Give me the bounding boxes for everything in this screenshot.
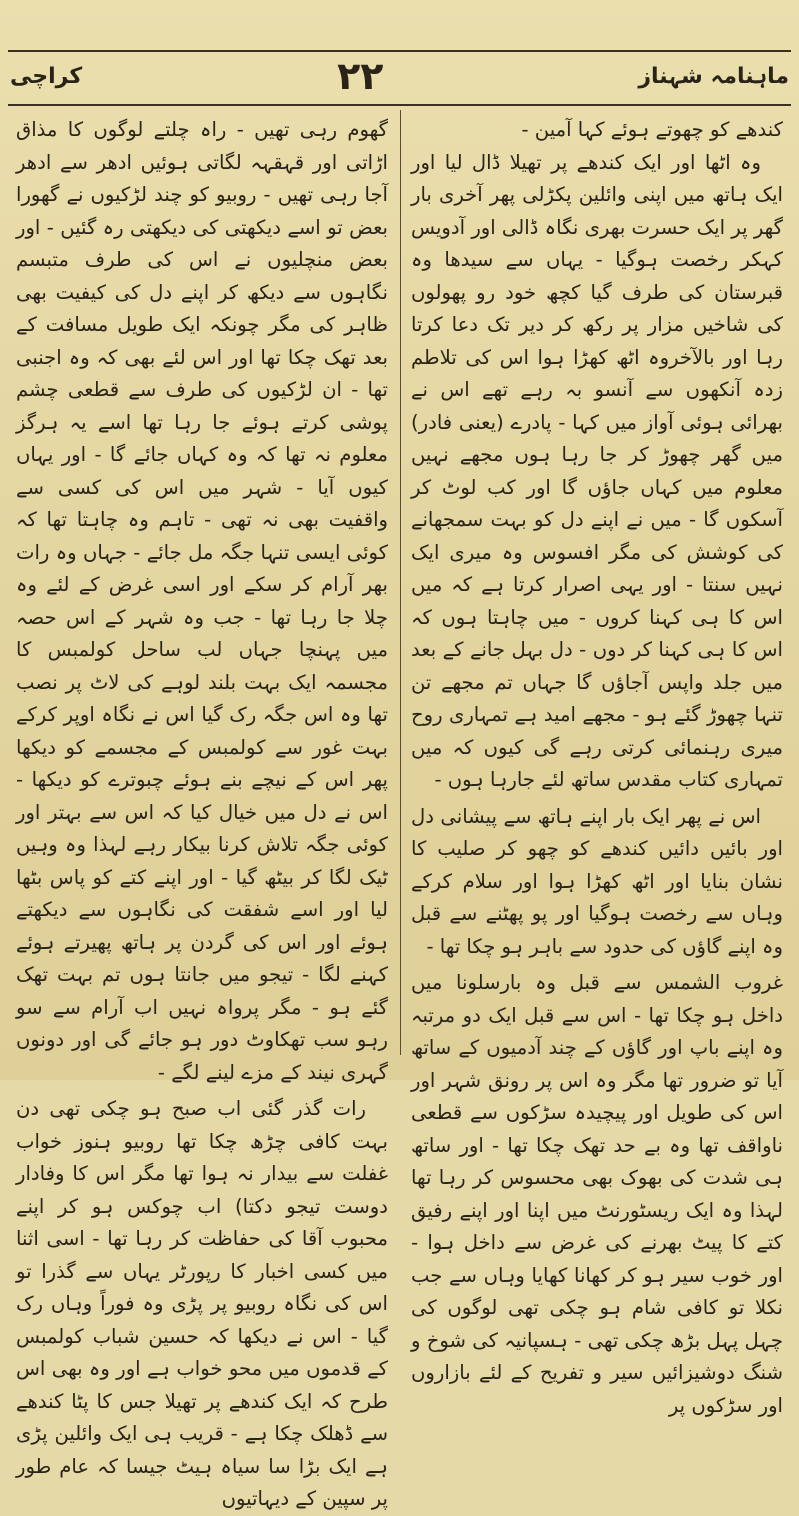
column-divider	[400, 110, 401, 1055]
paragraph: رات گذر گئی اب صبح ہو چکی تھی دن بہت کافی چڑھ چکا تھا روبیو ہنوز خواب غفلت سے بیدار نہ ہوا تھا مگر اس کا وفادار دوست تیجو دکتا) اب چوکس ہو کر اپنے محبوب آقا کی حفاظت کر رہا تھا - اسی اثنا میں کسی اخبار کا رپورٹر یہاں سے گذرا تو اس کی نگاہ روبیو پر پڑی وہ فوراً وہاں رک گیا - اس نے دیکھا کہ حسین شباب کولمبس کے قدموں میں محو خواب ہے اور وہ بھی اس طرح کہ ایک کندھے پر تھیلا جس کا پٹا کندھے سے ڈھلک چکا ہے - قریب ہی ایک وائلین پڑی ہے ایک بڑا سا سیاہ ہیٹ جیسا کہ عام طور پر سپین کے دیہاتیوں	[16, 1097, 388, 1510]
city-name: کراچی	[10, 63, 83, 89]
page-number: ۲۲	[337, 54, 384, 98]
paragraph: غروب الشمس سے قبل وہ بارسلونا میں داخل ہو چکا تھا - اس سے قبل ایک دو مرتبہ وہ اپنے باپ اور گاؤں کے چند آدمیوں کے ساتھ آیا تو ضرور تھا مگر وہ اس پر رونق شہر اور اس کی طویل اور پیچیدہ سڑکوں سے قطعی ناواقف تھا وہ بے حد تھک چکا تھا - اور ساتھ ہی شدت کی بھوک بھی محسوس کر رہا تھا لہذا وہ ایک ریسٹورنٹ میں اپنا اور اپنے رفیق کتے کا پیٹ بھرنے کی غرض سے داخل ہوا - اور خوب سیر ہو کر کھانا کھایا وہاں سے جب نکلا تو کافی شام ہو چکی تھی لوگوں کی چہل پہل بڑھ چکی تھی - ہسپانیہ کی شوخ و شنگ دوشیزائیں سیر و تفریح کے لئے بازاروں اور سڑکوں پر	[411, 971, 783, 1417]
right-column	[411, 114, 783, 1417]
paragraph: وہ اٹھا اور ایک کندھے پر تھیلا ڈال لیا اور ایک ہاتھ میں اپنی وائلین پکڑلی پھر آخری بار گھر پر ایک حسرت بھری نگاہ ڈالی اور آدویس کہکر رخصت ہوگیا - یہاں سے سیدھا وہ قبرستان کی طرف گیا کچھ خود رو پھولوں کی شاخیں مزار پر رکھ کر دیر تک دعا کرتا رہا اور بالآخروہ اٹھ کھڑا ہوا اس کی تلاطم زدہ آنکھوں سے آنسو بہ رہے تھے اس نے بھرائی ہوئی آواز میں کہا - پادرے (یعنی فادر) میں گھر چھوڑ کر جا رہا ہوں مجھے نہیں معلوم میں کہاں جاؤں گا اور کب لوٹ کر آسکوں گا - میں نے اپنے دل کو بہت سمجھانے کی کوشش کی مگر افسوس وہ میری ایک نہیں سنتا - اور یہی اصرار کرتا ہے کہ میں اس کا ہی کہنا کروں - میں چاہتا ہوں کہ اس کا ہی کہنا کر دوں - دل بہل جانے کے بعد میں جلد واپس آجاؤں گا جہاں تم مجھے تن تنہا چھوڑ گئے ہو - مجھے امید ہے تمہاری روح میری رہنمائی کرتی رہے گی کیوں کہ میں تمہاری کتاب مقدس ساتھ لئے جارہا ہوں -	[411, 150, 783, 791]
page-header	[10, 52, 789, 100]
paragraph: گھوم رہی تھیں - راہ چلتے لوگوں کا مذاق اڑاتی اور قہقہہ لگاتی ہوئیں ادھر سے ادھر آجا رہی تھیں - روبیو کو چند لڑکیوں نے گھورا بعض تو اسے دیکھتی کی دیکھتی رہ گئیں - اور بعض منچلیوں نے اس کی طرف متبسم نگاہوں سے دیکھ کر اپنے دل کی کیفیت بھی ظاہر کی مگر چونکہ ایک طویل مسافت کے بعد تھک چکا تھا اور اس لئے بھی کہ وہ اجنبی تھا - ان لڑکیوں کی طرف سے قطعی چشم پوشی کرتے ہوئے جا رہا تھا اسے یہ ہرگز معلوم نہ تھا کہ وہ کہاں جائے گا - اور یہاں کیوں آیا - شہر میں اس کی کسی سے واقفیت بھی نہ تھی - تاہم وہ چاہتا تھا کہ کوئی ایسی تنہا جگہ مل جائے - جہاں وہ رات بھر آرام کر سکے اور اسی غرض کے لئے وہ چلا جا رہا تھا - جب وہ شہر کے اس حصہ میں پہنچا جہاں لب ساحل کولمبس کا مجسمہ ایک بہت بلند لوہے کی لاٹ پر نصب تھا وہ اس جگہ رک گیا اس نے نگاہ اوپر کرکے بہت غور سے کولمبس کے مجسمے کو دیکھا پھر اس کے نیچے بنے ہوئے چبوترے کو دیکھا - اس نے دل میں خیال کیا کہ اس سے بہتر اور کوئی جگہ تلاش کرنا بیکار رہے لہذا وہ وہیں ٹیک لگا کر بیٹھ گیا - اور اپنے کتے کو پاس بٹھا لیا اور اسے شفقت کی نگاہوں سے دیکھتے ہوئے اور اس کی گردن پر ہاتھ پھیرتے ہوئے کہنے لگا - تیجو میں جانتا ہوں تم بہت تھک گئے ہو - مگر پرواہ نہیں اب آرام سے سو رہو سب تھکاوٹ دور ہو جائے گی اور دونوں گہری نیند کے مزے لینے لگے -	[16, 118, 388, 1084]
header-bottom-rule	[8, 104, 791, 106]
paragraph: کندھے کو چھوتے ہوئے کہا آمین -	[521, 118, 783, 141]
paragraph: اس نے پھر ایک بار اپنے ہاتھ سے پیشانی دل اور بائیں دائیں کندھے کو چھو کر صلیب کا نشان بنایا اور اٹھ کھڑا ہوا اور سلام کرکے وہاں سے رخصت ہوگیا اور پو پھٹنے سے قبل وہ اپنے گاؤں کی حدود سے باہر ہو چکا تھا -	[411, 804, 783, 958]
magazine-title: ماہنامہ شہناز	[638, 63, 789, 89]
left-column	[16, 114, 388, 1510]
